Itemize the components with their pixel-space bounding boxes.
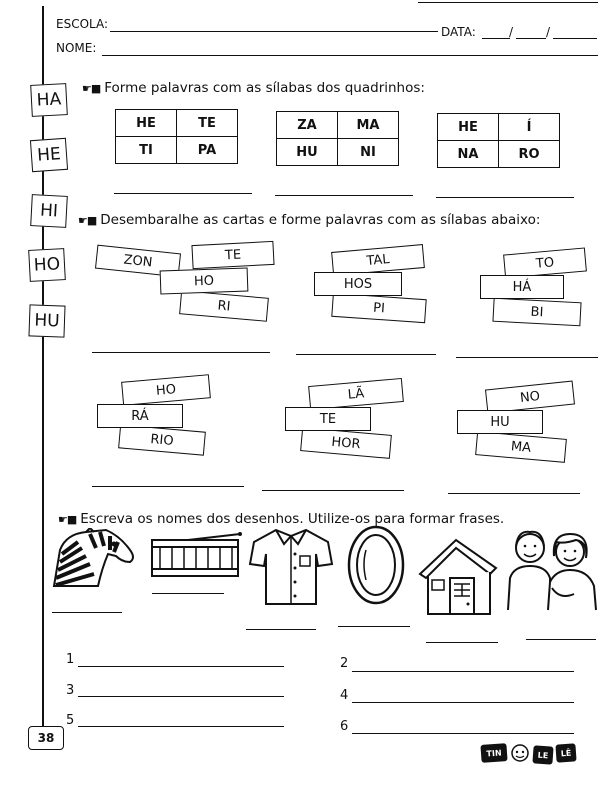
syllable-card: LÃ xyxy=(308,378,404,410)
side-card-ha: HA xyxy=(30,83,68,117)
side-card-ho: HO xyxy=(28,248,66,282)
syllable-card: RÁ xyxy=(97,404,183,428)
pointing-hand-icon: ☛■ xyxy=(78,214,97,227)
picture-answer-line[interactable] xyxy=(52,612,122,613)
syllable-card: RIO xyxy=(118,424,206,455)
sentence-number: 3 xyxy=(66,683,75,698)
name-field[interactable] xyxy=(102,55,598,56)
answer-line[interactable] xyxy=(275,195,413,196)
egg-picture xyxy=(344,524,408,606)
picture-answer-line[interactable] xyxy=(246,629,316,630)
shirt-picture xyxy=(248,526,334,606)
answer-line[interactable] xyxy=(92,352,270,353)
answer-line[interactable] xyxy=(456,357,598,358)
answer-line[interactable] xyxy=(436,197,574,198)
syllable-card: RI xyxy=(179,290,269,322)
side-card-hi: HI xyxy=(30,194,68,228)
syllable-card: HOR xyxy=(300,427,392,459)
syllable-card: HÁ xyxy=(480,275,564,299)
answer-line[interactable] xyxy=(92,486,244,487)
sentence-number: 2 xyxy=(340,656,349,671)
date-label: DATA: xyxy=(441,25,476,39)
date-sep-1: / xyxy=(509,25,514,39)
page-number: 38 xyxy=(28,726,64,750)
sentence-number: 4 xyxy=(340,688,349,703)
sentence-line[interactable] xyxy=(78,696,284,697)
grandparents-picture xyxy=(504,526,600,612)
pointing-hand-icon: ☛■ xyxy=(82,82,101,95)
house-picture xyxy=(416,534,502,618)
section2-instruction: ☛■ Desembaralhe as cartas e forme palavras com as sílabas abaixo: xyxy=(78,212,541,228)
logo-mascot-icon xyxy=(508,742,532,764)
drum-picture xyxy=(148,532,244,582)
answer-line[interactable] xyxy=(448,493,580,494)
answer-line[interactable] xyxy=(114,193,252,194)
syllable-table-2: ZA MA HU NI xyxy=(276,111,399,166)
school-field[interactable] xyxy=(110,31,438,32)
sentence-number: 1 xyxy=(66,652,75,667)
picture-answer-line[interactable] xyxy=(152,593,224,594)
sentence-line[interactable] xyxy=(352,702,574,703)
logo-word: LE xyxy=(532,745,553,764)
name-label: NOME: xyxy=(56,41,97,55)
sentence-line[interactable] xyxy=(78,726,284,727)
side-card-hu: HU xyxy=(28,304,65,337)
page-frame-left xyxy=(42,6,44,744)
section3-instruction: ☛■ Escreva os nomes dos desenhos. Utilize-os para formar frases. xyxy=(58,511,505,527)
page-frame-top xyxy=(418,2,598,3)
syllable-card: ZON xyxy=(95,245,181,278)
logo-word: LÊ xyxy=(555,743,576,762)
date-month-field[interactable] xyxy=(516,38,546,39)
sentence-number: 5 xyxy=(66,713,75,728)
syllable-card: TO xyxy=(503,247,587,278)
syllable-table-3: HE Í NA RO xyxy=(437,113,560,168)
picture-answer-line[interactable] xyxy=(526,639,596,640)
syllable-card: PI xyxy=(331,293,426,323)
syllable-card: NO xyxy=(485,380,575,413)
answer-line[interactable] xyxy=(262,490,404,491)
syllable-card: HOS xyxy=(314,272,402,296)
sentence-number: 6 xyxy=(340,719,349,734)
syllable-card: BI xyxy=(492,298,581,327)
date-day-field[interactable] xyxy=(482,38,510,39)
sentence-line[interactable] xyxy=(352,733,574,734)
date-year-field[interactable] xyxy=(553,38,597,39)
syllable-card: TE xyxy=(191,241,274,269)
sentence-line[interactable] xyxy=(352,671,574,672)
syllable-table-1: HE TE TI PA xyxy=(115,109,238,164)
syllable-card: HU xyxy=(457,410,543,434)
answer-line[interactable] xyxy=(296,354,436,355)
section1-instruction: ☛■ Forme palavras com as sílabas dos quadrinhos: xyxy=(82,80,425,96)
syllable-card: TE xyxy=(285,407,371,431)
picture-answer-line[interactable] xyxy=(426,642,498,643)
school-label: ESCOLA: xyxy=(56,17,109,31)
side-card-he: HE xyxy=(30,138,68,172)
sentence-line[interactable] xyxy=(78,666,284,667)
date-sep-2: / xyxy=(546,25,551,39)
picture-answer-line[interactable] xyxy=(338,626,410,627)
syllable-card: TAL xyxy=(331,244,425,276)
syllable-card: HO xyxy=(121,374,211,406)
syllable-card: HO xyxy=(160,267,249,294)
zebra-picture xyxy=(50,528,136,588)
syllable-card: MA xyxy=(475,431,567,463)
pointing-hand-icon: ☛■ xyxy=(58,513,77,526)
logo-word: TIN xyxy=(480,743,507,763)
